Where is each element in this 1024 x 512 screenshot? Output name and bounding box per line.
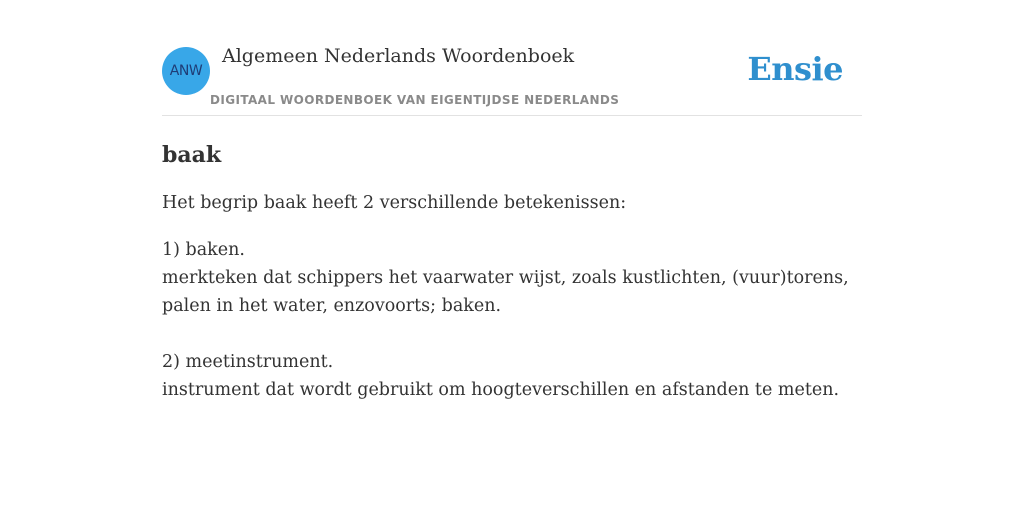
meaning-definition: instrument dat wordt gebruikt om hoogteverschillen en afstanden te meten. [162, 380, 840, 400]
site-title[interactable]: Algemeen Nederlands Woordenboek [222, 45, 575, 67]
entry-term: baak [162, 142, 222, 168]
meaning-definition: merkteken dat schippers het vaarwater wijst, zoals kustlichten, (vuur)torens, palen in het water, enzovoorts; baken. [162, 268, 849, 316]
site-subtitle: DIGITAAL WOORDENBOEK VAN EIGENTIJDSE NEDERLANDS [210, 93, 620, 107]
meanings-list [162, 236, 862, 404]
meaning-item [162, 348, 862, 404]
meaning-heading: 1) baken. [162, 240, 245, 260]
anw-logo[interactable]: ANW [162, 47, 210, 95]
site-header [162, 40, 862, 116]
meaning-heading: 2) meetinstrument. [162, 352, 334, 372]
entry-intro: Het begrip baak heeft 2 verschillende betekenissen: [162, 193, 627, 213]
meaning-item [162, 236, 862, 320]
entry-content [162, 138, 862, 404]
ensie-brand-link[interactable]: Ensie [747, 50, 843, 88]
